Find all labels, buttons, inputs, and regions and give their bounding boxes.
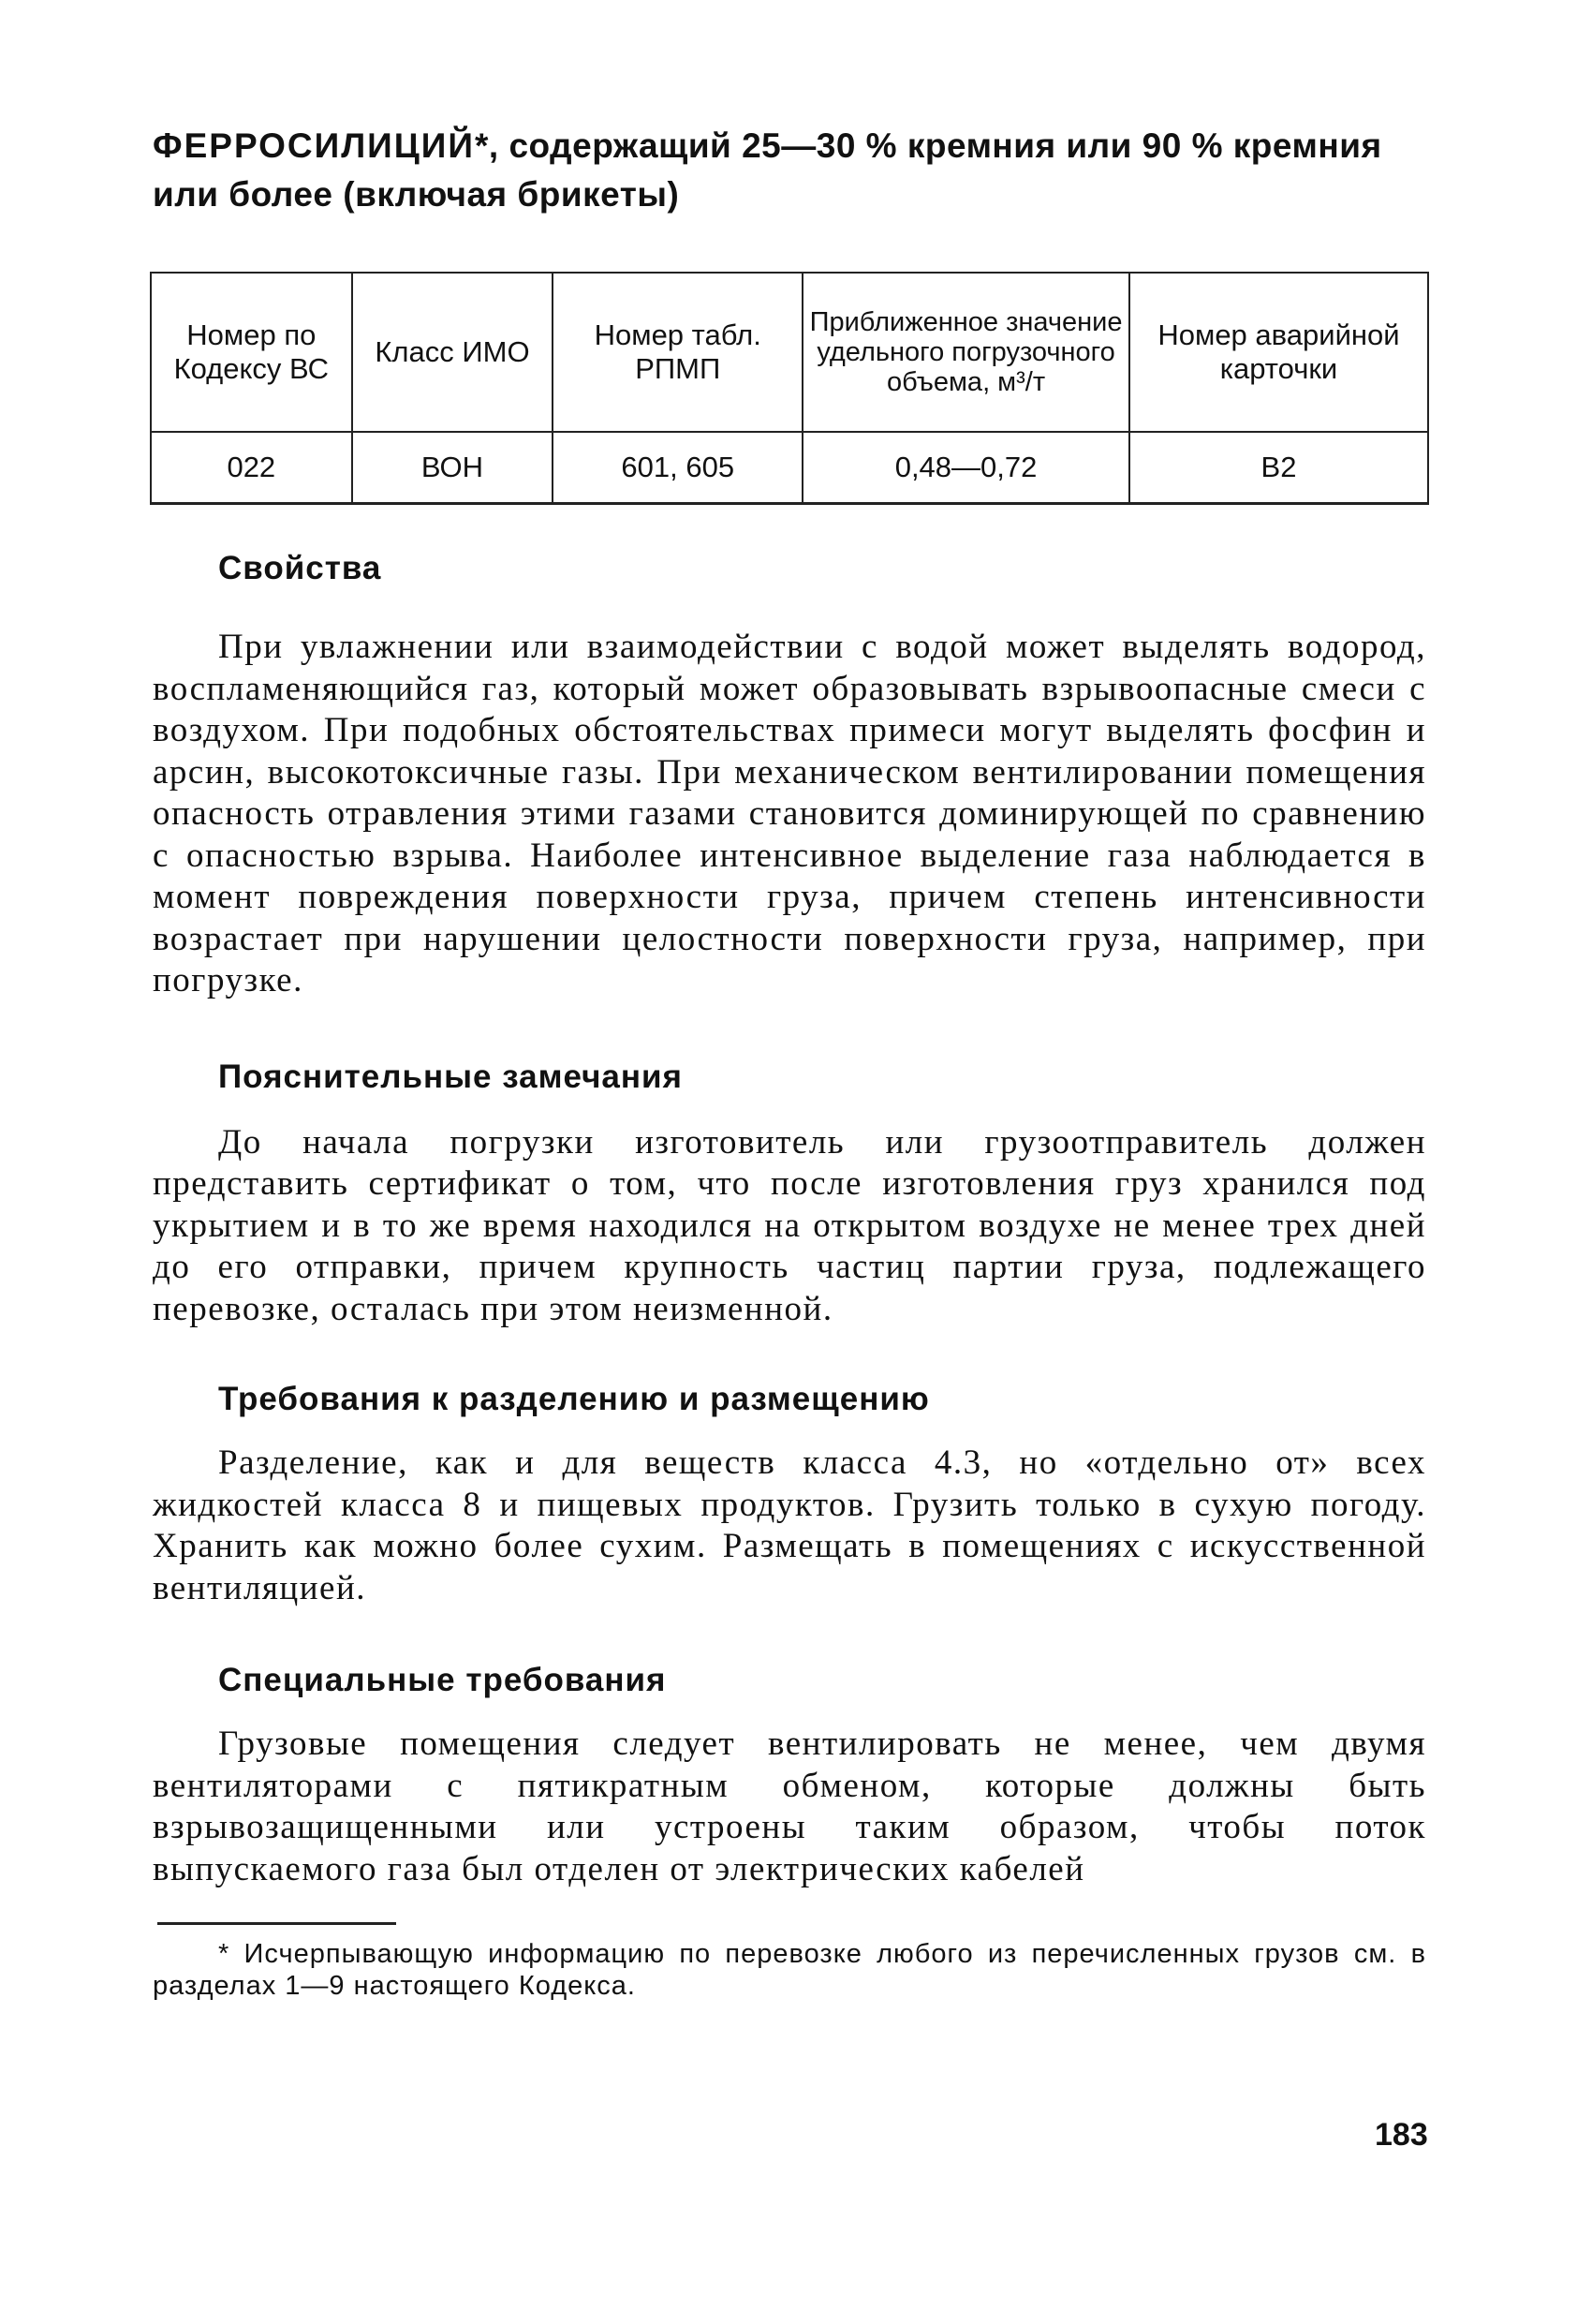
cell-emergency-card-number: B2 — [1129, 432, 1428, 504]
header-rpmp-table-number: Номер табл. РПМП — [553, 273, 803, 432]
page-number: 183 — [1375, 2117, 1428, 2153]
document-page — [153, 122, 1426, 2002]
section-heading-properties: Свойства — [218, 550, 382, 586]
header-bc-code-number: Номер по Кодексу ВС — [151, 273, 352, 432]
cell-imo-class: ВОН — [352, 432, 553, 504]
header-imo-class: Класс ИМО — [352, 273, 553, 432]
title-substance-name: ФЕРРОСИЛИЦИЙ — [153, 126, 475, 165]
cargo-data-table — [150, 272, 1429, 505]
section-heading-explanatory-notes: Пояснительные замечания — [218, 1058, 683, 1095]
cell-rpmp-table-number: 601, 605 — [553, 432, 803, 504]
section-heading-segregation-stowage: Требования к разделению и размещению — [218, 1381, 930, 1417]
cell-bc-code-number: 022 — [151, 432, 352, 504]
section-text-explanatory-notes: До начала погрузки изготовитель или грузоотправитель должен представить сертификат о том, что после изготовления груз хранился под укрытием и в то же время находился на открытом воздухе не менее трех дней до его отправки, причем крупность частиц партии груза, подлежащего перевозке, осталась при этом неизменной. — [153, 1122, 1426, 1328]
footnote-text: * Исчерпывающую информацию по перевозке любого из перечисленных грузов см. в разделах 1—9 настоящего Кодекса. — [153, 1939, 1426, 2001]
document-title — [153, 122, 1426, 219]
section-text-special-requirements: Грузовые помещения следует вентилировать не менее, чем двумя вентиляторами с пятикратным обменом, которые должны быть взрывозащищенными или устроены таким образом, чтобы поток выпускаемого газа был отделен от электрических кабелей — [153, 1724, 1426, 1888]
table-header-row — [151, 273, 1428, 432]
section-text-segregation-stowage: Разделение, как и для веществ класса 4.3, но «отдельно от» всех жидкостей класса 8 и пищевых продуктов. Грузить только в сухую погоду. Хранить как можно более сухим. Размещать в помещениях с искусственной вентиляцией. — [153, 1443, 1426, 1607]
cell-stowage-factor: 0,48—0,72 — [803, 432, 1129, 504]
title-description: , содержащий 25—30 % кремния или 90 % кремния или более (включая брикеты) — [153, 126, 1382, 214]
header-emergency-card-number: Номер аварийной карточки — [1129, 273, 1428, 432]
footnote-divider — [157, 1922, 396, 1925]
section-heading-special-requirements: Специальные требования — [218, 1662, 667, 1698]
title-footnote-marker: * — [475, 126, 489, 165]
table-row — [151, 432, 1428, 504]
header-stowage-factor: Приближенное значение удельного погрузочного объема, м³/т — [803, 273, 1129, 432]
section-text-properties: При увлажнении или взаимодействии с водой может выделять водород, воспламеняющийся газ, который может образовывать взрывоопасные смеси с воздухом. При подобных обстоятельствах примеси могут выделять фосфин и арсин, высокотоксичные газы. При механическом вентилировании помещения опасность отравления этими газами становится доминирующей по сравнению с опасностью взрыва. Наиболее интенсивное выделение газа наблюдается в момент повреждения поверхности груза, причем степень интенсивности возрастает при нарушении целостности поверхности груза, например, при погрузке. — [153, 628, 1426, 999]
